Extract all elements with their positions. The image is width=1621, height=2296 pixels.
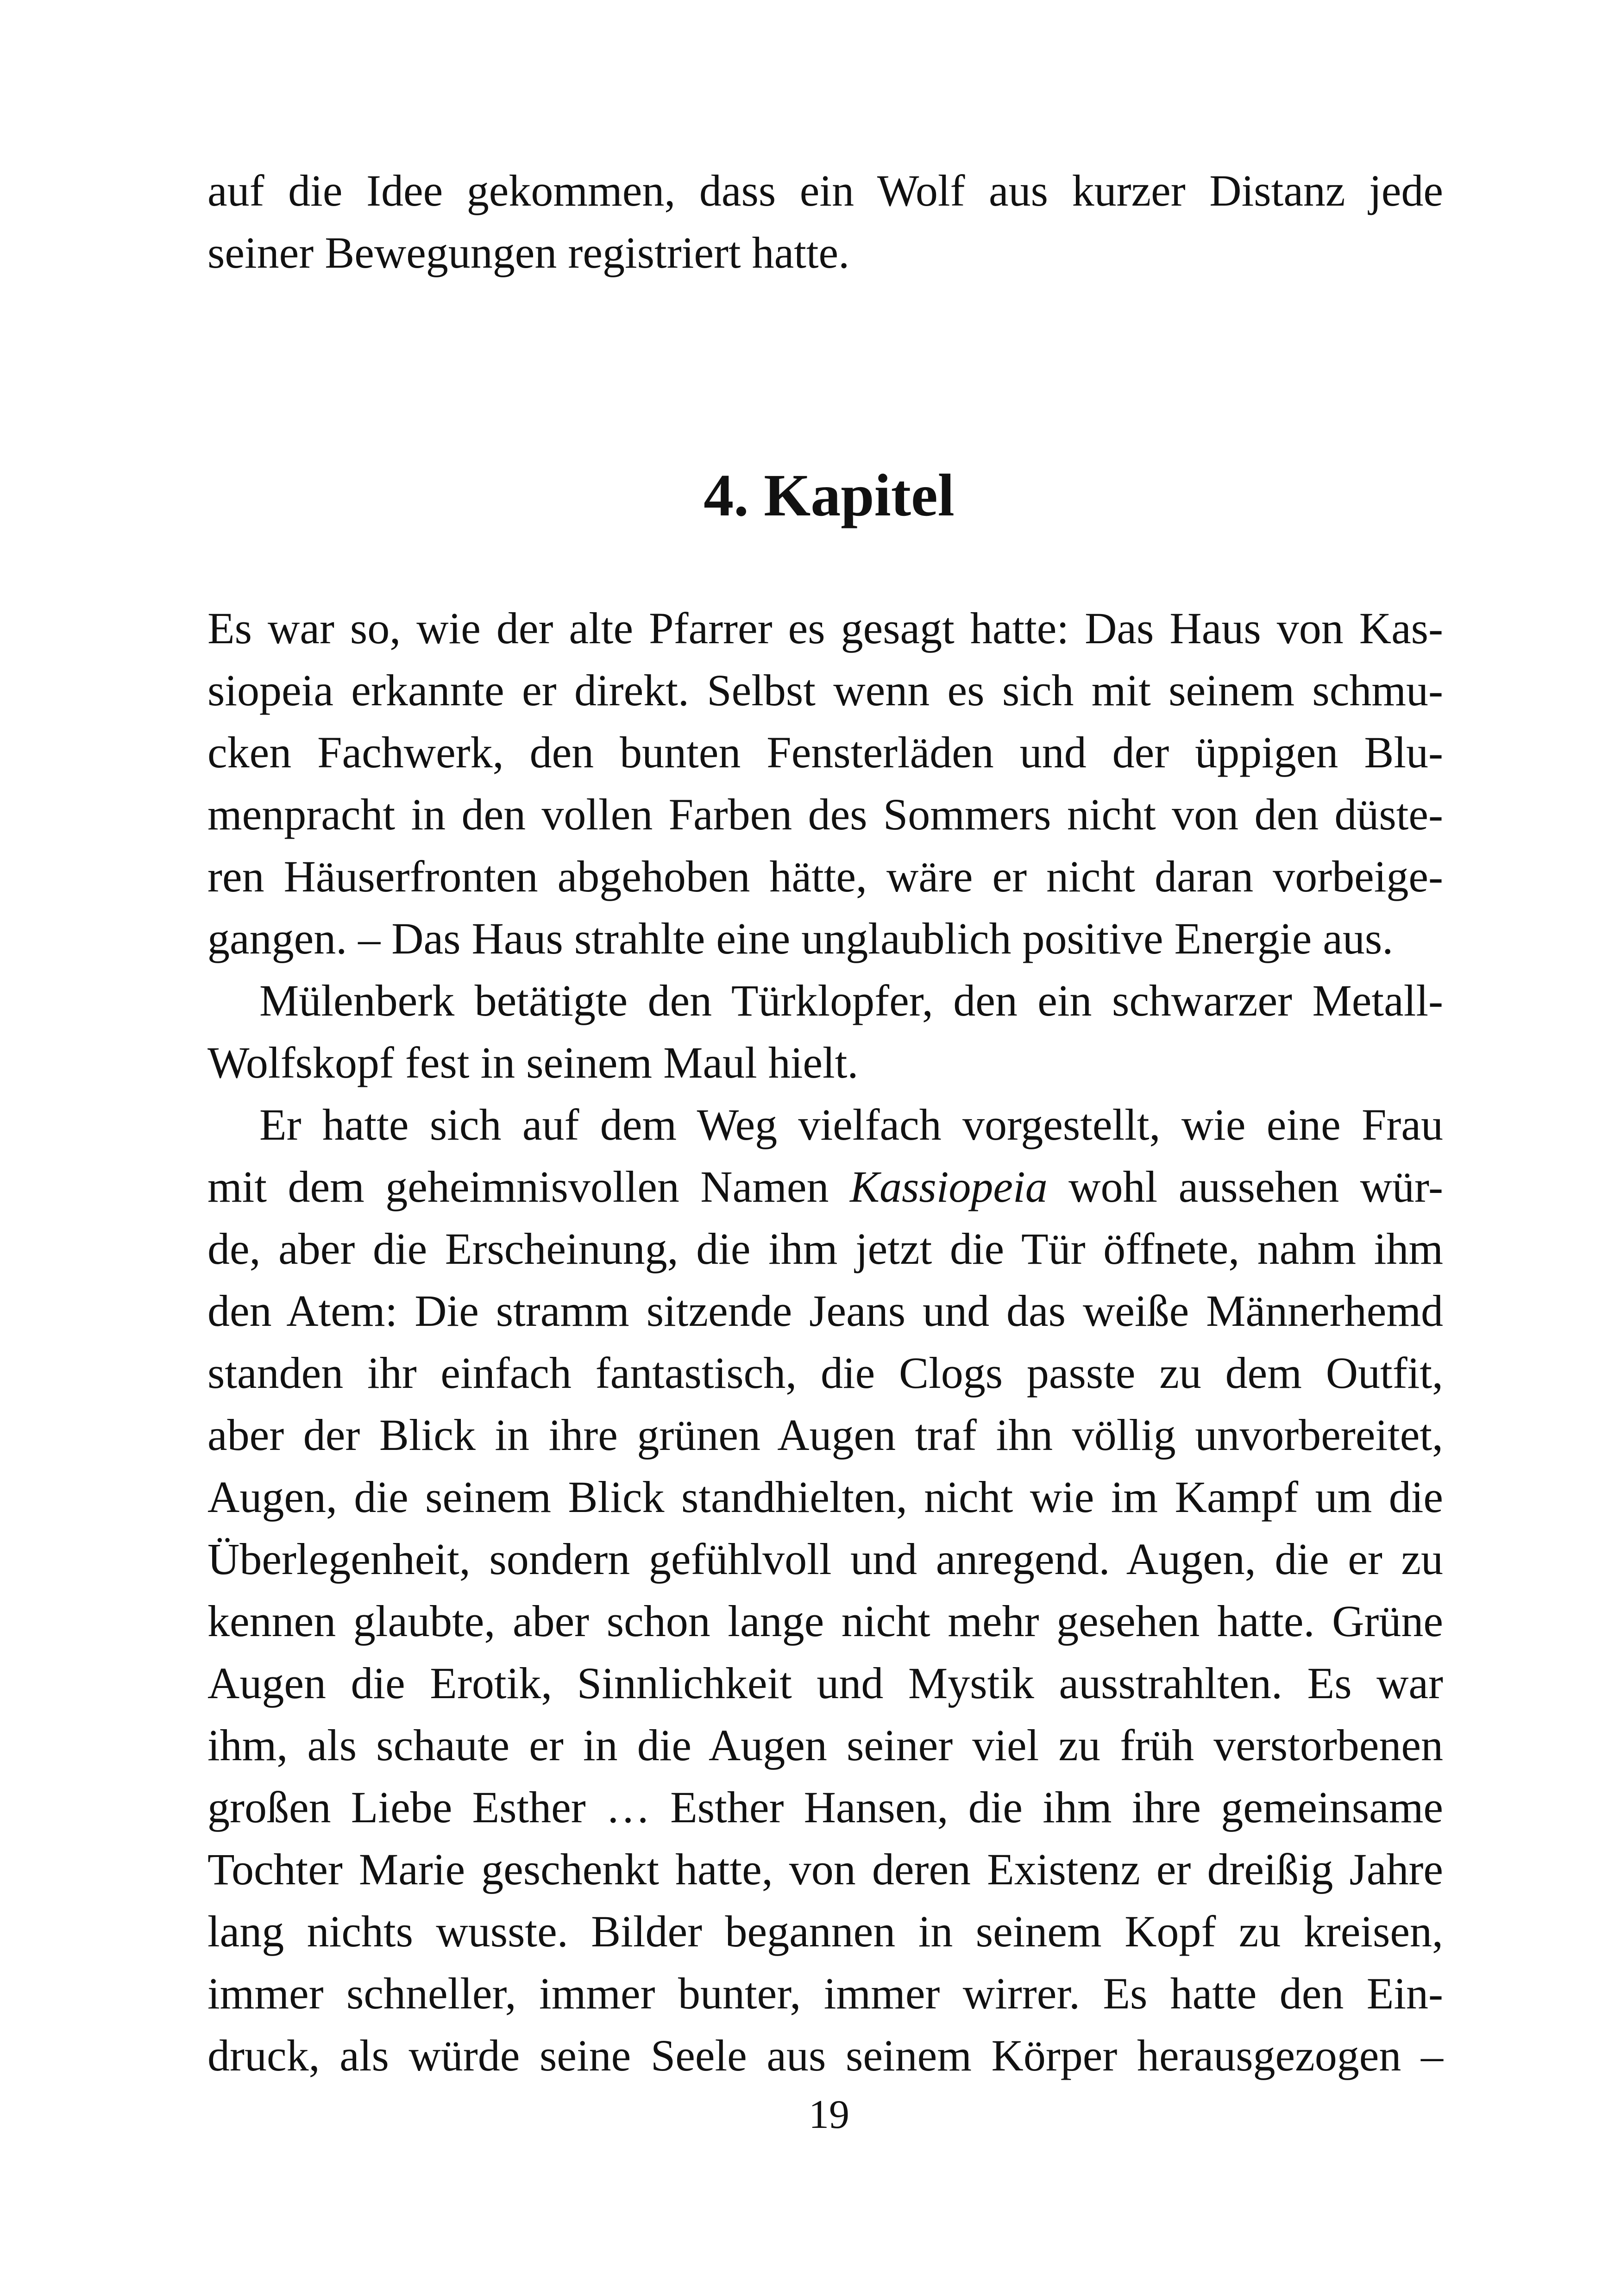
text-line: menpracht in den vollen Farben des Sommers nicht von den düste- — [207, 790, 1443, 839]
text-fragment: wohl aussehen wür- — [1047, 1162, 1444, 1211]
text-line: Es war so, wie der alte Pfarrer es gesagt hatte: Das Haus von Kas- — [207, 603, 1443, 653]
text-line: cken Fachwerk, den bunten Fensterläden und der üppigen Blu- — [207, 728, 1443, 777]
page-number: 19 — [809, 2092, 849, 2137]
text-line: de, aber die Erscheinung, die ihm jetzt die Tür öffnete, nahm ihm — [207, 1224, 1443, 1273]
text-line: Überlegenheit, sondern gefühlvoll und anregend. Augen, die er zu — [207, 1534, 1443, 1584]
chapter-heading: 4. Kapitel — [704, 462, 955, 529]
continued-paragraph — [207, 160, 1443, 284]
italic-name: Kassiopeia — [849, 1162, 1048, 1211]
text-fragment: mit dem geheimnisvollen Namen — [207, 1162, 850, 1211]
text-line: ihm, als schaute er in die Augen seiner viel zu früh verstorbenen — [207, 1720, 1443, 1770]
text-line: kennen glaubte, aber schon lange nicht mehr gesehen hatte. Grüne — [207, 1596, 1443, 1646]
text-line: Tochter Marie geschenkt hatte, von deren Existenz er dreißig Jahre — [207, 1844, 1443, 1894]
text-line: gangen. – Das Haus strahlte eine unglaublich positive Energie aus. — [207, 914, 1394, 963]
text-line: Augen die Erotik, Sinnlichkeit und Mystik ausstrahlten. Es war — [207, 1658, 1443, 1708]
text-line: großen Liebe Esther … Esther Hansen, die ihm ihre gemeinsame — [207, 1782, 1443, 1832]
text-line: siopeia erkannte er direkt. Selbst wenn es sich mit seinem schmu- — [207, 665, 1443, 715]
text-line: seiner Bewegungen registriert hatte. — [207, 228, 850, 277]
text-line: den Atem: Die stramm sitzende Jeans und das weiße Männerhemd — [207, 1286, 1443, 1336]
text-line: ren Häuserfronten abgehoben hätte, wäre er nicht daran vorbeige- — [207, 852, 1443, 901]
text-line: Augen, die seinem Blick standhielten, nicht wie im Kampf um die — [207, 1472, 1443, 1522]
text-line: aber der Blick in ihre grünen Augen traf ihn völlig unvorbereitet, — [207, 1410, 1443, 1460]
text-line: druck, als würde seine Seele aus seinem Körper herausgezogen – — [207, 2031, 1443, 2080]
chapter-body — [207, 597, 1443, 2087]
text-line: Er hatte sich auf dem Weg vielfach vorgestellt, wie eine Frau — [259, 1100, 1443, 1149]
text-line: Wolfskopf fest in seinem Maul hielt. — [207, 1038, 859, 1087]
text-line: Mülenberk betätigte den Türklopfer, den ein schwarzer Metall- — [259, 976, 1443, 1025]
text-line: auf die Idee gekommen, dass ein Wolf aus kurzer Distanz jede — [207, 166, 1443, 215]
text-line: standen ihr einfach fantastisch, die Clogs passte zu dem Outfit, — [207, 1348, 1443, 1398]
text-line: immer schneller, immer bunter, immer wirrer. Es hatte den Ein- — [207, 1969, 1443, 2018]
text-line-with-italic — [207, 1156, 1443, 1218]
text-line: lang nichts wusste. Bilder begannen in seinem Kopf zu kreisen, — [207, 1907, 1443, 1956]
